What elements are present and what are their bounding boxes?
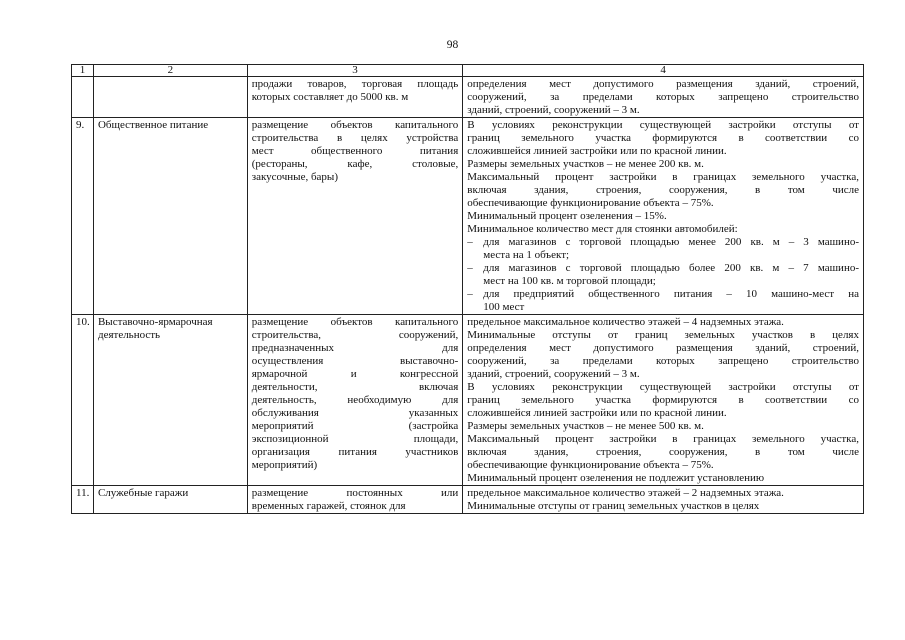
description-line: строительства, сооружений,	[251, 329, 459, 341]
list-item-line: мест на 100 кв. м торговой площади;	[483, 275, 656, 287]
description-line: закусочные, бары)	[251, 171, 338, 183]
list-item-text	[483, 236, 859, 262]
parking-list-item	[467, 236, 859, 262]
description-line: которых составляет до 5000 кв. м	[251, 91, 409, 103]
parameter-line: определения мест допустимого размещения зданий, строений,	[467, 342, 859, 354]
parameter-line: зданий, строений, сооружений – 3 м.	[467, 104, 640, 116]
parameter-line: предельное максимальное количество этажей – 4 надземных этажа.	[467, 316, 784, 328]
table-row	[72, 118, 864, 315]
use-description	[247, 486, 463, 514]
use-parameters	[463, 315, 864, 486]
parameter-line: сооружений, за пределами которых запрещено строительство	[467, 91, 859, 103]
parameter-line: Размеры земельных участков – не менее 500 кв. м.	[467, 420, 704, 432]
parking-list-item	[467, 262, 859, 288]
parameter-line: Минимальные отступы от границ земельных участков в целях	[467, 329, 859, 341]
use-type-name: Служебные гаражи	[93, 486, 247, 514]
table-row	[72, 77, 864, 118]
list-dash: –	[467, 262, 473, 274]
description-line: деятельности, включая	[251, 381, 459, 393]
description-line: (рестораны, кафе, столовые,	[251, 158, 459, 170]
parameter-line: В условиях реконструкции существующей застройки отступы от	[467, 381, 859, 393]
parameter-line: обеспечивающие функционирование объекта – 75%.	[467, 459, 714, 471]
description-line: размещение объектов капитального	[251, 119, 459, 131]
list-item-line: для магазинов с торговой площадью более 200 кв. м – 7 машино-	[483, 262, 859, 274]
parameter-line: границ земельного участка формируются в соответствии со	[467, 394, 859, 406]
description-line: мероприятий (застройка	[251, 420, 459, 432]
description-line: размещение постоянных или	[251, 487, 459, 499]
description-line: размещение объектов капитального	[251, 316, 459, 328]
table-header-row	[72, 65, 864, 77]
list-item-line: 100 мест	[483, 301, 525, 313]
description-line: продажи товаров, торговая площадь	[251, 78, 459, 90]
description-line: мест общественного питания	[251, 145, 459, 157]
parameter-line: Размеры земельных участков – не менее 200 кв. м.	[467, 158, 704, 170]
description-line: экспозиционной площади,	[251, 433, 459, 445]
row-number	[72, 77, 94, 118]
parameter-line: определения мест допустимого размещения зданий, строений,	[467, 78, 859, 90]
use-description	[247, 118, 463, 315]
use-parameters	[463, 77, 864, 118]
header-cell: 2	[93, 65, 247, 77]
list-item-line: места на 1 объект;	[483, 249, 570, 261]
description-line: организация питания участников	[251, 446, 459, 458]
description-line: обслуживания указанных	[251, 407, 459, 419]
parameter-line: Максимальный процент застройки в границах земельного участка,	[467, 171, 859, 183]
list-item-text	[483, 262, 859, 288]
header-cell: 3	[247, 65, 463, 77]
list-dash: –	[467, 288, 473, 300]
description-line: осуществления выставочно-	[251, 355, 459, 367]
use-description	[247, 315, 463, 486]
list-item-line: для предприятий общественного питания – 10 машино-мест на	[483, 288, 859, 300]
use-type-name	[93, 77, 247, 118]
table-row	[72, 315, 864, 486]
row-number: 10.	[72, 315, 94, 486]
parameter-line: зданий, строений, сооружений – 3 м.	[467, 368, 640, 380]
zoning-table	[71, 64, 864, 514]
list-item-line: для магазинов с торговой площадью менее 200 кв. м – 3 машино-	[483, 236, 859, 248]
parameter-line: В условиях реконструкции существующей застройки отступы от	[467, 119, 859, 131]
parameter-line: обеспечивающие функционирование объекта – 75%.	[467, 197, 714, 209]
use-parameters	[463, 118, 864, 315]
description-line: мероприятий)	[251, 459, 318, 471]
parameter-line: границ земельного участка формируются в соответствии со	[467, 132, 859, 144]
parameter-line: сложившейся линией застройки или по красной линии.	[467, 407, 727, 419]
parameter-line: предельное максимальное количество этажей – 2 надземных этажа.	[467, 487, 784, 499]
list-dash: –	[467, 236, 473, 248]
parameter-line: сложившейся линией застройки или по красной линии.	[467, 145, 727, 157]
use-type-name: Общественное питание	[93, 118, 247, 315]
use-type-name: Выставочно-ярмарочная деятельность	[93, 315, 247, 486]
parameter-line: Максимальный процент застройки в границах земельного участка,	[467, 433, 859, 445]
description-line: деятельность, необходимую для	[251, 394, 459, 406]
use-description	[247, 77, 463, 118]
parameter-line: Минимальное количество мест для стоянки автомобилей:	[467, 223, 738, 235]
page-number: 98	[446, 39, 459, 51]
description-line: предназначенных для	[251, 342, 459, 354]
parameter-line: включая здания, строения, сооружения, в том числе	[467, 446, 859, 458]
description-line: временных гаражей, стоянок для	[251, 500, 406, 512]
description-line: строительства в целях устройства	[251, 132, 459, 144]
use-parameters	[463, 486, 864, 514]
parameter-line: Минимальный процент озеленения не подлежит установлению	[467, 472, 765, 484]
list-item-text	[483, 288, 859, 314]
header-cell: 4	[463, 65, 864, 77]
parking-list-item	[467, 288, 859, 314]
table-row	[72, 486, 864, 514]
row-number: 11.	[72, 486, 94, 514]
parameter-line: Минимальный процент озеленения – 15%.	[467, 210, 667, 222]
parameter-line: Минимальные отступы от границ земельных участков в целях	[467, 500, 760, 512]
description-line: ярмарочной и конгрессной	[251, 368, 459, 380]
parameter-line: включая здания, строения, сооружения, в том числе	[467, 184, 859, 196]
header-cell: 1	[72, 65, 94, 77]
row-number: 9.	[72, 118, 94, 315]
parameter-line: сооружений, за пределами которых запрещено строительство	[467, 355, 859, 367]
